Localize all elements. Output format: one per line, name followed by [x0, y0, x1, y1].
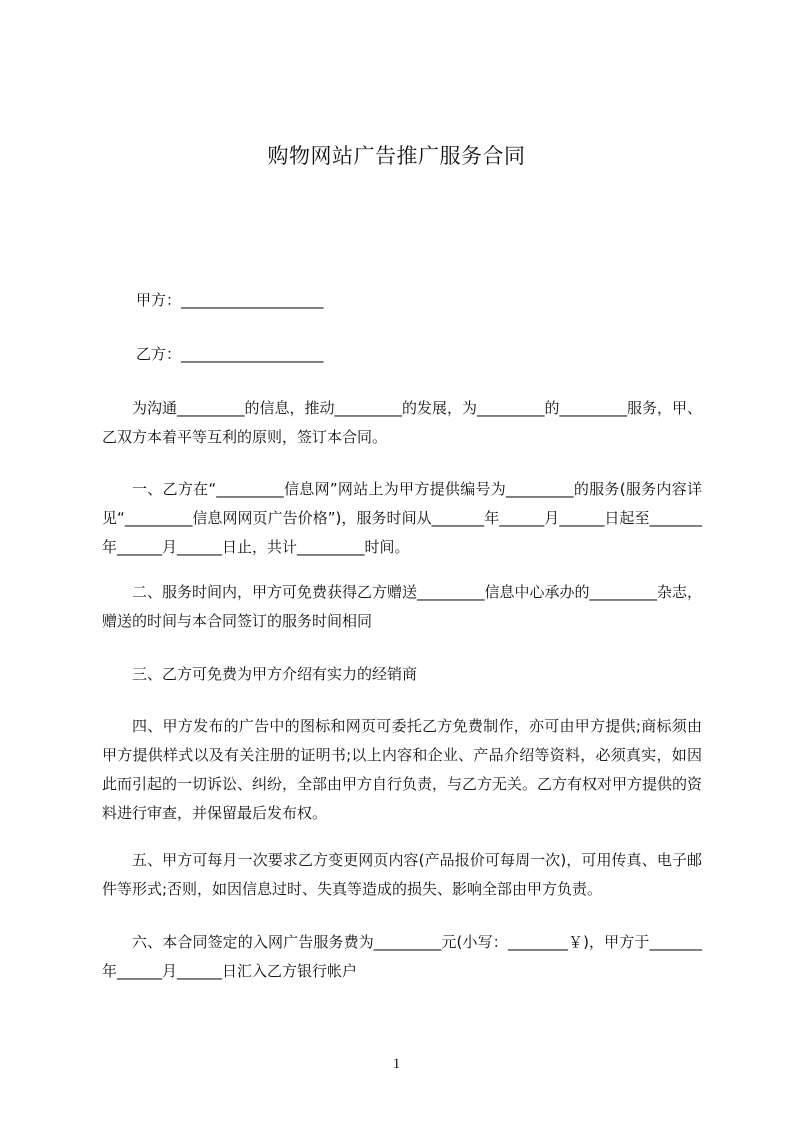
clause-4: 四、甲方发布的广告中的图标和网页可委托乙方免费制作，亦可由甲方提供;商标须由甲方提供样式以及有关注册的证明书;以上内容和企业、产品介绍等资料，必须真实，如因此而引起的一切诉讼、纠纷，全部由甲方自行负责，与乙方无关。乙方有权对甲方提供的资料进行审查，并保留最后发布权。: [102, 717, 703, 822]
clause-5: 五、甲方可每月一次要求乙方变更网页内容(产品报价可每周一次)，可用传真、电子邮件等形式;否则，如因信息过时、失真等造成的损失、影响全部由甲方负责。: [102, 851, 702, 898]
preamble-paragraph: 为沟通_________的信息，推动_________的发展，为_________的_________服务，甲、乙双方本着平等互利的原则，签订本合同。: [102, 399, 703, 446]
party-a-line: 甲方：___________________: [136, 291, 324, 309]
clause-6: 六、本合同签定的入网广告服务费为_________元(小写：________￥)，甲方于_______年______月______日汇入乙方银行帐户: [102, 933, 702, 980]
clause-2: 二、服务时间内，甲方可免费获得乙方赠送_________信息中心承办的_________杂志，赠送的时间与本合同签订的服务时间相同: [102, 583, 703, 630]
document-title: 购物网站广告推广服务合同: [267, 144, 526, 168]
clause-1: 一、乙方在“_________信息网”网站上为甲方提供编号为_________的服务(服务内容详见“_________信息网网页广告价格”)，服务时间从_______年______月______日起至_______年______月______日止，共计_________时间。: [102, 480, 702, 556]
clause-3: 三、乙方可免费为甲方介绍有实力的经销商: [132, 665, 418, 683]
party-b-line: 乙方：___________________: [136, 345, 324, 363]
page-number: 1: [392, 1056, 401, 1072]
